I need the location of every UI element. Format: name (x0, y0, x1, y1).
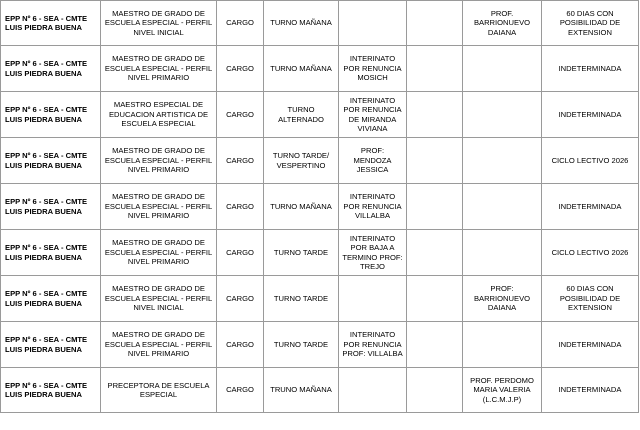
school-cell: EPP Nº 6 - SEA - CMTE LUIS PIEDRA BUENA (1, 368, 101, 413)
school-cell: EPP Nº 6 - SEA - CMTE LUIS PIEDRA BUENA (1, 184, 101, 230)
school-cell: EPP Nº 6 - SEA - CMTE LUIS PIEDRA BUENA (1, 230, 101, 276)
duration-cell: INDETERMINADA (542, 322, 639, 368)
type-cell: CARGO (217, 92, 264, 138)
type-cell: CARGO (217, 276, 264, 322)
school-cell: EPP Nº 6 - SEA - CMTE LUIS PIEDRA BUENA (1, 46, 101, 92)
table-row (1, 138, 639, 184)
empty-cell (407, 368, 463, 413)
duration-cell: 60 DIAS CON POSIBILIDAD DE EXTENSION (542, 276, 639, 322)
type-cell: CARGO (217, 184, 264, 230)
replaces-cell: PROF: BARRIONUEVO DAIANA (463, 276, 542, 322)
replaces-cell (463, 322, 542, 368)
duration-cell: INDETERMINADA (542, 184, 639, 230)
replaces-cell: PROF. BARRIONUEVO DAIANA (463, 1, 542, 46)
empty-cell (407, 322, 463, 368)
table-row (1, 92, 639, 138)
school-cell: EPP Nº 6 - SEA - CMTE LUIS PIEDRA BUENA (1, 138, 101, 184)
situation-cell: INTERINATO POR RENUNCIA MOSICH (339, 46, 407, 92)
position-cell: MAESTRO DE GRADO DE ESCUELA ESPECIAL - PERFIL NIVEL PRIMARIO (101, 46, 217, 92)
table-body (1, 1, 639, 413)
empty-cell (407, 230, 463, 276)
school-cell: EPP Nº 6 - SEA - CMTE LUIS PIEDRA BUENA (1, 92, 101, 138)
duration-cell: 60 DIAS CON POSIBILIDAD DE EXTENSION (542, 1, 639, 46)
duration-cell: CICLO LECTIVO 2026 (542, 230, 639, 276)
replaces-cell (463, 92, 542, 138)
position-cell: MAESTRO DE GRADO DE ESCUELA ESPECIAL - PERFIL NIVEL PRIMARIO (101, 184, 217, 230)
table-row (1, 368, 639, 413)
empty-cell (407, 46, 463, 92)
shift-cell: TURNO MAÑANA (264, 46, 339, 92)
type-cell: CARGO (217, 230, 264, 276)
shift-cell: TURNO TARDE (264, 230, 339, 276)
position-cell: MAESTRO DE GRADO DE ESCUELA ESPECIAL - PERFIL NIVEL INICIAL (101, 1, 217, 46)
situation-cell (339, 1, 407, 46)
table-row (1, 1, 639, 46)
table-row (1, 230, 639, 276)
shift-cell: TURNO MAÑANA (264, 184, 339, 230)
school-cell: EPP Nº 6 - SEA - CMTE LUIS PIEDRA BUENA (1, 322, 101, 368)
table-row (1, 322, 639, 368)
shift-cell: TRUNO MAÑANA (264, 368, 339, 413)
duration-cell: INDETERMINADA (542, 92, 639, 138)
shift-cell: TURNO TARDE/ VESPERTINO (264, 138, 339, 184)
position-cell: MAESTRO ESPECIAL DE EDUCACION ARTISTICA DE ESCUELA ESPECIAL (101, 92, 217, 138)
duration-cell: INDETERMINADA (542, 46, 639, 92)
shift-cell: TURNO TARDE (264, 276, 339, 322)
type-cell: CARGO (217, 46, 264, 92)
replaces-cell (463, 46, 542, 92)
position-cell: MAESTRO DE GRADO DE ESCUELA ESPECIAL - PERFIL NIVEL PRIMARIO (101, 322, 217, 368)
empty-cell (407, 184, 463, 230)
table-row (1, 276, 639, 322)
empty-cell (407, 1, 463, 46)
situation-cell (339, 276, 407, 322)
position-cell: PRECEPTORA DE ESCUELA ESPECIAL (101, 368, 217, 413)
type-cell: CARGO (217, 138, 264, 184)
position-cell: MAESTRO DE GRADO DE ESCUELA ESPECIAL - PERFIL NIVEL INICIAL (101, 276, 217, 322)
duration-cell: INDETERMINADA (542, 368, 639, 413)
shift-cell: TURNO ALTERNADO (264, 92, 339, 138)
shift-cell: TURNO TARDE (264, 322, 339, 368)
replaces-cell (463, 138, 542, 184)
duration-cell: CICLO LECTIVO 2026 (542, 138, 639, 184)
situation-cell (339, 368, 407, 413)
school-cell: EPP Nº 6 - SEA - CMTE LUIS PIEDRA BUENA (1, 1, 101, 46)
type-cell: CARGO (217, 322, 264, 368)
position-cell: MAESTRO DE GRADO DE ESCUELA ESPECIAL - PERFIL NIVEL PRIMARIO (101, 230, 217, 276)
school-cell: EPP Nº 6 - SEA - CMTE LUIS PIEDRA BUENA (1, 276, 101, 322)
replaces-cell (463, 230, 542, 276)
shift-cell: TURNO MAÑANA (264, 1, 339, 46)
table-row (1, 46, 639, 92)
position-cell: MAESTRO DE GRADO DE ESCUELA ESPECIAL - PERFIL NIVEL PRIMARIO (101, 138, 217, 184)
situation-cell: INTERINATO POR RENUNCIA VILLALBA (339, 184, 407, 230)
type-cell: CARGO (217, 1, 264, 46)
empty-cell (407, 276, 463, 322)
situation-cell: INTERINATO POR RENUNCIA DE MIRANDA VIVIANA (339, 92, 407, 138)
table-row (1, 184, 639, 230)
situation-cell: INTERINATO POR BAJA A TERMINO PROF: TREJO (339, 230, 407, 276)
empty-cell (407, 138, 463, 184)
empty-cell (407, 92, 463, 138)
situation-cell: INTERINATO POR RENUNCIA PROF: VILLALBA (339, 322, 407, 368)
situation-cell: PROF: MENDOZA JESSICA (339, 138, 407, 184)
type-cell: CARGO (217, 368, 264, 413)
replaces-cell (463, 184, 542, 230)
replaces-cell: PROF. PERDOMO MARIA VALERIA (L.C.M.J.P) (463, 368, 542, 413)
